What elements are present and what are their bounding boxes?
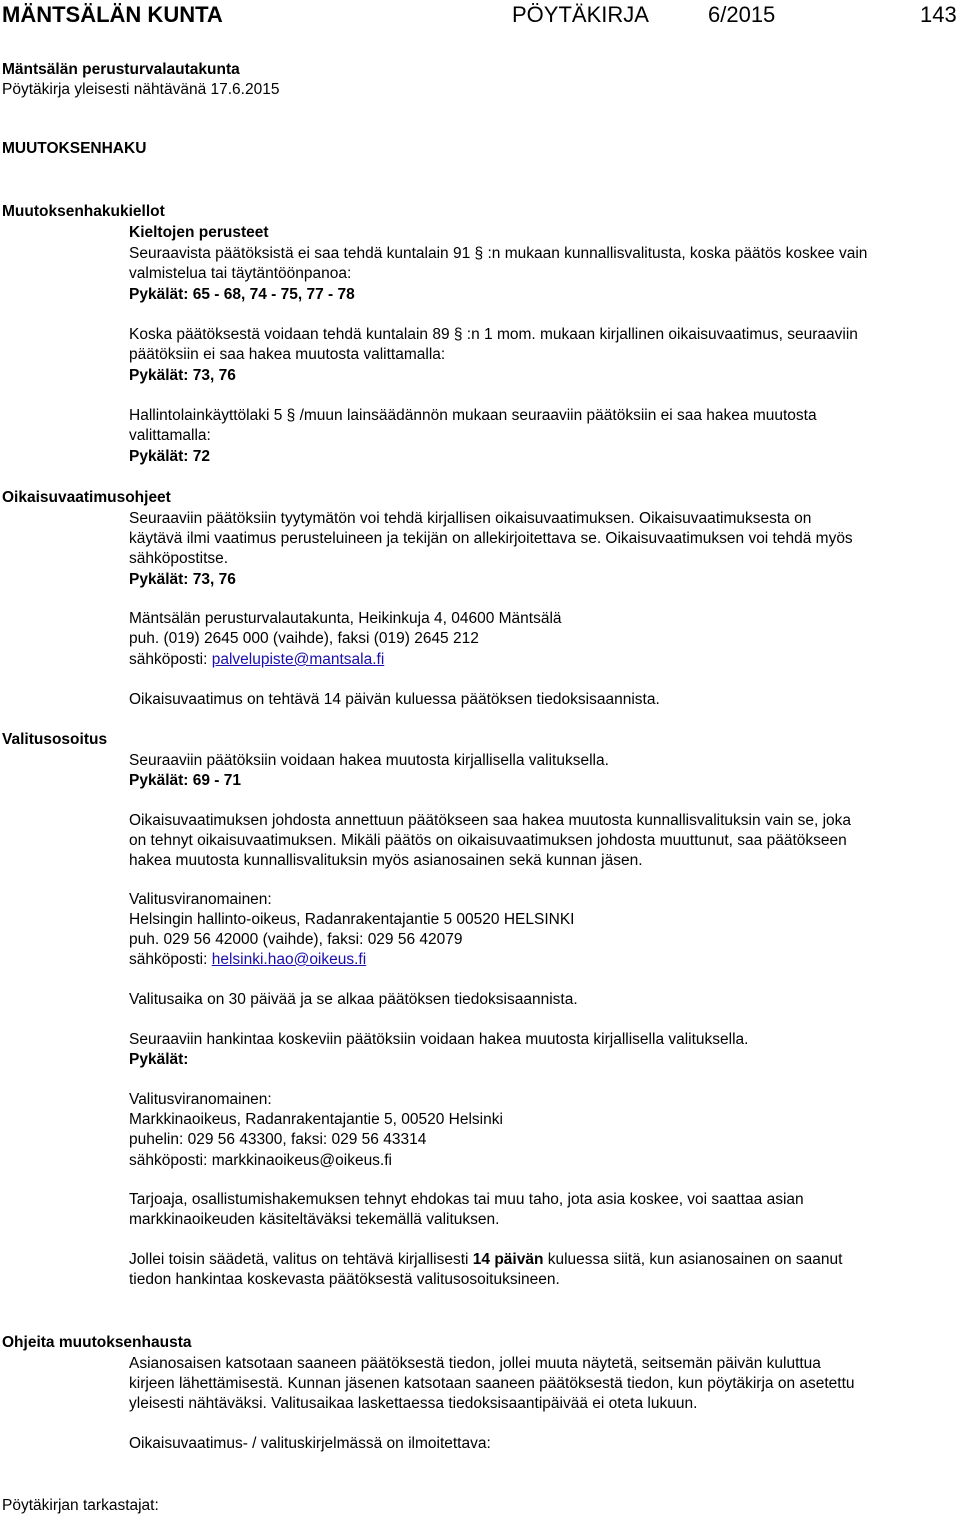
appeal-text: Tarjoaja, osallistumishakemuksen tehnyt ehdokas tai muu taho, jota asia koskee, voi saattaa asian: [129, 1191, 804, 1208]
guidance-heading: Ohjeita muutoksenhausta: [2, 1334, 192, 1351]
bans-sections: Pykälät: 73, 76: [129, 367, 236, 384]
bans-text: Seuraavista päätöksistä ei saa tehdä kuntalain 91 § :n mukaan kunnallisvalitusta, koska päätös koskee vain: [129, 245, 868, 262]
appeal-text: Seuraaviin päätöksiin voidaan hakea muutosta kirjallisella valituksella.: [129, 752, 609, 769]
procurement-text: Seuraaviin hankintaa koskeviin päätöksiin voidaan hakea muutosta kirjallisella valituksella.: [129, 1031, 749, 1048]
email-label: sähköposti:: [129, 951, 212, 968]
market-court-email: sähköposti: markkinaoikeus@oikeus.fi: [129, 1152, 392, 1169]
rectification-email-line: [129, 650, 384, 670]
bans-sections: Pykälät: 65 - 68, 74 - 75, 77 - 78: [129, 286, 355, 303]
appeal-text: Oikaisuvaatimuksen johdosta annettuun päätökseen saa hakea muutosta kunnallisvalituksin vain se, joka: [129, 812, 852, 829]
bans-text: Hallintolainkäyttölaki 5 § /muun lainsäädännön mukaan seuraaviin päätöksiin ei saa hakea muutosta: [129, 407, 817, 424]
body-name: Mäntsälän perusturvalautakunta: [2, 61, 240, 78]
market-court-address: Markkinaoikeus, Radanrakentajantie 5, 00520 Helsinki: [129, 1111, 503, 1128]
court-email-link[interactable]: helsinki.hao@oikeus.fi: [211, 951, 367, 968]
appeal-deadline: [129, 1250, 842, 1270]
rectification-deadline: Oikaisuvaatimus on tehtävä 14 päivän kuluessa päätöksen tiedoksisaannista.: [129, 691, 660, 708]
rectification-sections: Pykälät: 73, 76: [129, 571, 236, 588]
appeal-sections: Pykälät: 69 - 71: [129, 772, 242, 789]
bans-text: päätöksiin ei saa hakea muutosta valittamalla:: [129, 346, 446, 363]
bans-sections: Pykälät: 72: [129, 448, 210, 465]
rectification-text: käytävä ilmi vaatimus perusteluineen ja tekijän on allekirjoitettava se. Oikaisuvaatimuksen voi tehdä myös: [129, 530, 853, 547]
bans-heading: Muutoksenhakukiellot: [2, 203, 165, 220]
guidance-text: kirjeen lähettämisestä. Kunnan jäsenen katsotaan saaneen päätöksestä tiedon, kun pöytäkirja on asetettu: [129, 1375, 855, 1392]
issue-number: 6/2015: [708, 2, 776, 27]
public-notice: Pöytäkirja yleisesti nähtävänä 17.6.2015: [2, 81, 280, 98]
deadline-pre: Jollei toisin säädetä, valitus on tehtävä kirjallisesti: [129, 1251, 473, 1268]
rectification-phone: puh. (019) 2645 000 (vaihde), faksi (019) 2645 212: [129, 630, 479, 647]
page-title: MUUTOKSENHAKU: [2, 140, 147, 157]
appeal-deadline: tiedon hankintaa koskevasta päätöksestä valitusosoituksineen.: [129, 1271, 560, 1288]
bans-text: valmistelua tai täytäntöönpanoa:: [129, 265, 352, 282]
rectification-text: sähköpostitse.: [129, 550, 229, 567]
market-court-label: Valitusviranomainen:: [129, 1091, 272, 1108]
market-court-phone: puhelin: 029 56 43300, faksi: 029 56 43314: [129, 1131, 427, 1148]
appeal-text: markkinaoikeuden käsiteltäväksi tekemällä valituksen.: [129, 1211, 500, 1228]
municipality-name: MÄNTSÄLÄN KUNTA: [2, 2, 223, 27]
deadline-post: kuluessa siitä, kun asianosainen on saanut: [543, 1251, 843, 1268]
rectification-text: Seuraaviin päätöksiin tyytymätön voi tehdä kirjallisen oikaisuvaatimuksen. Oikaisuvaatimuksesta on: [129, 510, 812, 527]
inspectors-label: Pöytäkirjan tarkastajat:: [2, 1497, 159, 1514]
bans-subheading: Kieltojen perusteet: [129, 224, 269, 241]
court-email-line: [129, 950, 366, 970]
document-type: PÖYTÄKIRJA: [512, 2, 649, 27]
procurement-sections: Pykälät:: [129, 1051, 189, 1068]
guidance-text: Asianosaisen katsotaan saaneen päätöksestä tiedon, jollei muuta näytetä, seitsemän päivän kuluttua: [129, 1355, 821, 1372]
court-address: Helsingin hallinto-oikeus, Radanrakentajantie 5 00520 HELSINKI: [129, 911, 575, 928]
appeal-text: hakea muutosta kunnallisvalituksin myös asianosainen sekä kunnan jäsen.: [129, 852, 643, 869]
court-phone: puh. 029 56 42000 (vaihde), faksi: 029 56 42079: [129, 931, 463, 948]
page-number: 143: [920, 2, 957, 27]
guidance-text: yleisesti nähtäväksi. Valitusaikaa laskettaessa tiedoksisaantipäivää ei oteta lukuun.: [129, 1395, 698, 1412]
guidance-text: Oikaisuvaatimus- / valituskirjelmässä on ilmoitettava:: [129, 1435, 491, 1452]
appeal-heading: Valitusosoitus: [2, 731, 108, 748]
appeal-authority-label: Valitusviranomainen:: [129, 891, 272, 908]
bans-text: Koska päätöksestä voidaan tehdä kuntalain 89 § :n 1 mom. mukaan kirjallinen oikaisuvaatimus, seuraaviin: [129, 326, 858, 343]
appeal-time: Valitusaika on 30 päivää ja se alkaa päätöksen tiedoksisaannista.: [129, 991, 578, 1008]
deadline-days: 14 päivän: [472, 1251, 544, 1268]
rectification-heading: Oikaisuvaatimusohjeet: [2, 489, 171, 506]
bans-text: valittamalla:: [129, 427, 211, 444]
appeal-text: on tehnyt oikaisuvaatimuksen. Mikäli päätös on oikaisuvaatimuksen johdosta muuttunut, saa päätökseen: [129, 832, 847, 849]
email-link[interactable]: palvelupiste@mantsala.fi: [211, 651, 385, 668]
rectification-address: Mäntsälän perusturvalautakunta, Heikinkuja 4, 04600 Mäntsälä: [129, 610, 562, 627]
email-label: sähköposti:: [129, 651, 212, 668]
